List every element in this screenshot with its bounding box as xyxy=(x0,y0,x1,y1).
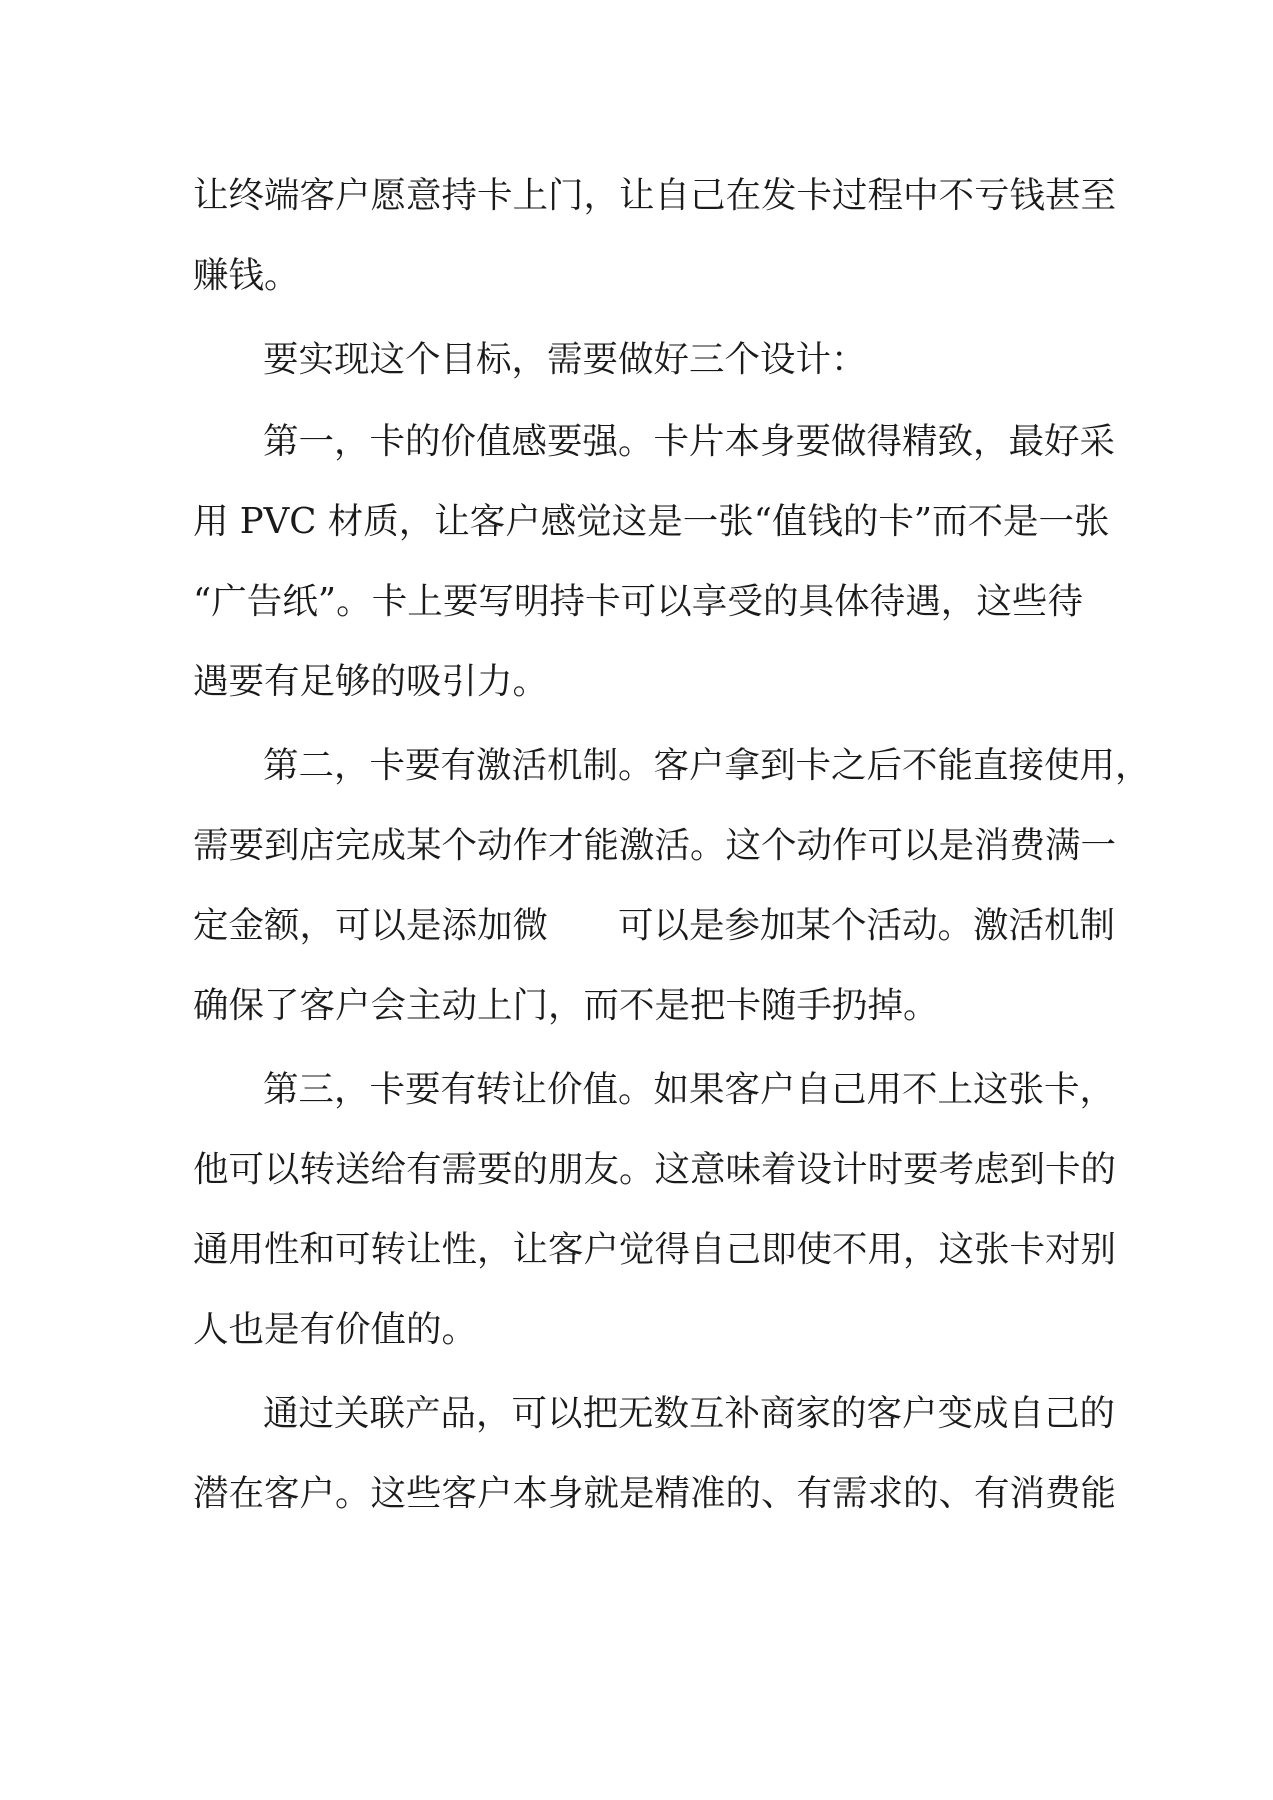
text-line-4: 第一，卡的价值感要强。卡片本身要做得精致，最好采 xyxy=(263,421,1116,462)
text-line-9: 需要到店完成某个动作才能激活。这个动作可以是消费满一 xyxy=(193,825,1117,866)
text-line-13: 他可以转送给有需要的朋友。这意味着设计时要考虑到卡的 xyxy=(193,1149,1117,1190)
text-line-5: 用 PVC 材质，让客户感觉这是一张“值钱的卡”而不是一张 xyxy=(193,501,1110,542)
text-line-17: 潜在客户。这些客户本身就是精准的、有需求的、有消费能 xyxy=(193,1473,1117,1514)
text-line-10 xyxy=(193,896,1116,956)
text-line-3: 要实现这个目标，需要做好三个设计： xyxy=(263,339,867,380)
text-line-15: 人也是有价值的。 xyxy=(193,1309,478,1350)
text-line-12: 第三，卡要有转让价值。如果客户自己用不上这张卡， xyxy=(263,1069,1116,1110)
text-line-10-part-2: 可以是参加某个活动。激活机制 xyxy=(618,905,1116,946)
text-line-16: 通过关联产品，可以把无数互补商家的客户变成自己的 xyxy=(263,1393,1116,1434)
text-line-7: 遇要有足够的吸引力。 xyxy=(193,661,549,702)
text-line-11: 确保了客户会主动上门，而不是把卡随手扔掉。 xyxy=(193,985,939,1026)
text-line-8: 第二，卡要有激活机制。客户拿到卡之后不能直接使用， xyxy=(263,745,1151,786)
text-line-10-part-1: 定金额，可以是添加微 xyxy=(193,905,549,946)
text-line-1: 让终端客户愿意持卡上门，让自己在发卡过程中不亏钱甚至 xyxy=(193,175,1117,216)
text-line-6: “广告纸”。卡上要写明持卡可以享受的具体待遇，这些待 xyxy=(193,581,1083,622)
text-line-2: 赚钱。 xyxy=(193,255,300,296)
text-line-14: 通用性和可转让性，让客户觉得自己即使不用，这张卡对别 xyxy=(193,1229,1117,1270)
